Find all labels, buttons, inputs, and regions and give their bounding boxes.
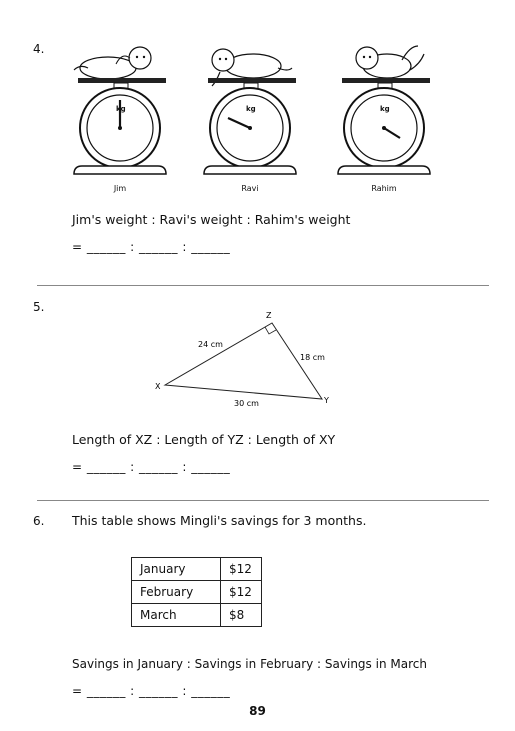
scale-ravi (198, 38, 303, 188)
dial-unit-rahim: kg (380, 105, 390, 113)
amount-cell: $12 (221, 558, 262, 581)
month-cell: February (132, 581, 221, 604)
savings-table (131, 557, 262, 627)
question-5-prompt: Length of XZ : Length of YZ : Length of XY (72, 432, 336, 447)
vertex-x-label: X (155, 382, 161, 391)
amount-cell: $8 (221, 604, 262, 627)
dial-unit-ravi: kg (246, 105, 256, 113)
label-jim: Jim (113, 184, 127, 193)
question-4-number: 4. (33, 42, 45, 56)
side-xz-label: 24 cm (198, 340, 223, 349)
question-6-answer-blanks: = ______ : ______ : ______ (72, 684, 231, 698)
triangle-diagram (150, 305, 350, 410)
question-6-intro: This table shows Mingli's savings for 3 months. (72, 513, 367, 528)
question-5-answer-blanks: = ______ : ______ : ______ (72, 460, 231, 474)
label-ravi: Ravi (241, 184, 259, 193)
question-4-prompt: Jim's weight : Ravi's weight : Rahim's weight (72, 212, 351, 227)
baby-on-scale-illustration (198, 38, 303, 188)
amount-cell: $12 (221, 581, 262, 604)
side-xy-label: 30 cm (234, 399, 259, 408)
question-5-number: 5. (33, 300, 45, 314)
table-row (132, 604, 262, 627)
question-4-answer-blanks: = ______ : ______ : ______ (72, 240, 231, 254)
page-number: 89 (249, 704, 266, 718)
table-row (132, 558, 262, 581)
divider-1 (37, 285, 489, 286)
question-6-number: 6. (33, 514, 45, 528)
vertex-y-label: Y (324, 396, 329, 405)
month-cell: March (132, 604, 221, 627)
month-cell: January (132, 558, 221, 581)
scale-rahim (332, 38, 437, 188)
baby-on-scale-illustration (68, 38, 173, 188)
divider-2 (37, 500, 489, 501)
baby-on-scale-illustration (332, 38, 437, 188)
side-yz-label: 18 cm (300, 353, 325, 362)
question-6-prompt: Savings in January : Savings in February : Savings in March (72, 657, 427, 671)
vertex-z-label: Z (266, 311, 272, 320)
dial-unit-jim: kg (116, 105, 126, 113)
label-rahim: Rahim (371, 184, 397, 193)
scale-jim (68, 38, 173, 188)
table-row (132, 581, 262, 604)
